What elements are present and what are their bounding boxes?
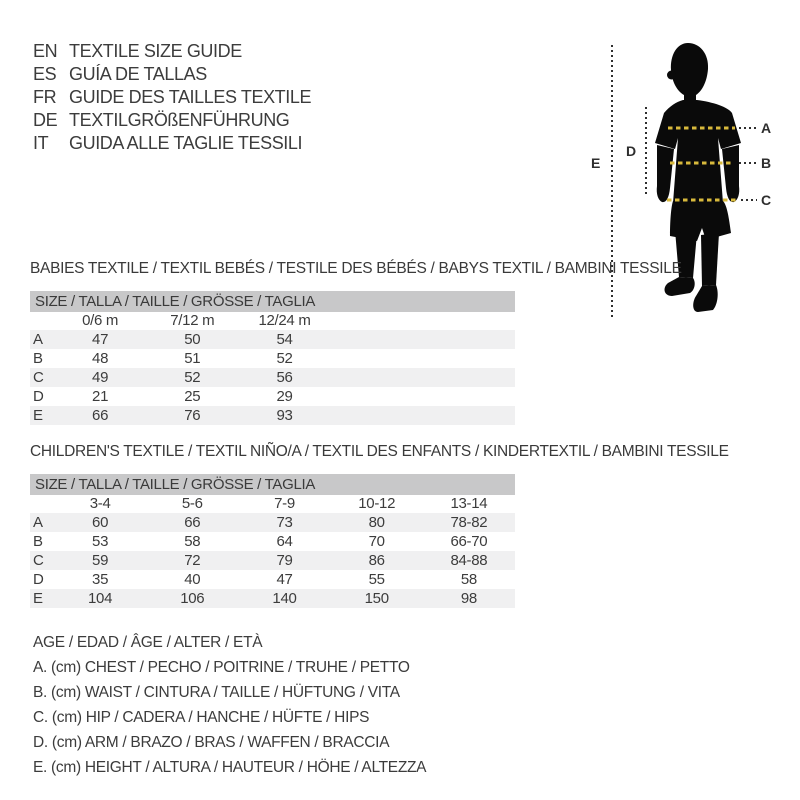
size-header-bar: SIZE / TALLA / TAILLE / GRÖSSE / TAGLIA [30,291,515,312]
table-cell: 52 [276,350,293,367]
table-row [30,589,515,608]
table-cell: 47 [92,331,109,348]
figure-label-d: D [626,143,637,159]
table-cell: 21 [92,388,109,405]
column-header [331,312,423,330]
children-section-heading: CHILDREN'S TEXTILE / TEXTIL NIÑO/A / TEXTIL DES ENFANTS / KINDERTEXTIL / BAMBINI TESSILE [30,443,729,460]
guide-title: TEXTILGRÖßENFÜHRUNG [69,110,290,130]
table-cell [423,330,515,349]
table-cell: 50 [184,331,201,348]
table-cell: 76 [184,407,201,424]
row-label: E [33,590,43,607]
table-cell: 52 [184,369,201,386]
table-cell: 98 [460,590,477,607]
children-size-table [30,474,515,608]
table-cell [423,406,515,425]
language-row [33,109,311,132]
language-row [33,86,311,109]
table-cell: 53 [92,533,109,550]
column-header [423,312,515,330]
guide-title: GUIDE DES TAILLES TEXTILE [69,87,312,107]
legend-item-chest: A. (cm) CHEST / PECHO / POITRINE / TRUHE / PETTO [33,659,410,676]
column-header: 0/6 m [82,312,119,329]
figure-label-b: B [761,155,772,171]
size-header-bar: SIZE / TALLA / TAILLE / GRÖSSE / TAGLIA [30,474,515,495]
language-row [33,63,311,86]
table-cell: 73 [276,514,293,531]
table-cell: 48 [92,350,109,367]
column-header: 7/12 m [170,312,215,329]
column-header-row [30,495,515,513]
table-cell: 79 [276,552,293,569]
table-cell: 51 [184,350,201,367]
table-cell [331,349,423,368]
table-cell [331,406,423,425]
table-row [30,551,515,570]
language-title-list [33,40,311,155]
column-header: 10-12 [358,495,396,512]
column-header: 5-6 [181,495,203,512]
figure-label-e: E [591,155,601,171]
legend-age-line: AGE / EDAD / ÂGE / ALTER / ETÀ [33,634,263,651]
legend-item-arm: D. (cm) ARM / BRAZO / BRAS / WAFFEN / BRACCIA [33,734,390,751]
legend-item-waist: B. (cm) WAIST / CINTURA / TAILLE / HÜFTUNG / VITA [33,684,400,701]
table-cell: 60 [92,514,109,531]
language-code: EN [33,41,58,61]
table-row [30,349,515,368]
row-label: D [33,388,44,405]
babies-size-table [30,291,515,425]
table-row [30,406,515,425]
table-cell [423,387,515,406]
corner-cell [30,312,54,330]
legend-item-hip: C. (cm) HIP / CADERA / HANCHE / HÜFTE / HIPS [33,709,370,726]
table-cell: 40 [184,571,201,588]
row-label: A [33,331,43,348]
row-label: C [33,552,44,569]
table-cell: 66 [184,514,201,531]
child-figure-graphic [555,25,800,325]
row-label: D [33,571,44,588]
table-cell: 66-70 [450,533,488,550]
table-cell: 29 [276,388,293,405]
column-header: 12/24 m [258,312,311,329]
table-cell [331,387,423,406]
table-cell: 58 [184,533,201,550]
column-header-row [30,312,515,330]
language-row [33,132,311,155]
table-row [30,570,515,589]
table-row [30,513,515,532]
guide-title: GUÍA DE TALLAS [69,64,207,84]
row-label: C [33,369,44,386]
language-code: ES [33,64,57,84]
table-row [30,368,515,387]
table-cell: 25 [184,388,201,405]
measurement-legend [33,630,426,780]
measurement-figure [555,25,800,325]
language-row [33,40,311,63]
table-cell: 84-88 [450,552,488,569]
language-code: FR [33,87,57,107]
table-cell: 86 [368,552,385,569]
legend-item-height: E. (cm) HEIGHT / ALTURA / HAUTEUR / HÖHE / ALTEZZA [33,759,427,776]
table-cell: 78-82 [450,514,488,531]
table-row [30,387,515,406]
language-code: IT [33,133,49,153]
table-cell [331,368,423,387]
table-cell: 35 [92,571,109,588]
guide-title: TEXTILE SIZE GUIDE [69,41,242,61]
table-cell: 55 [368,571,385,588]
table-cell [331,330,423,349]
row-label: B [33,350,43,367]
table-cell: 56 [276,369,293,386]
table-row [30,330,515,349]
table-cell: 106 [180,590,205,607]
row-label: A [33,514,43,531]
table-cell: 70 [368,533,385,550]
figure-label-a: A [761,120,772,136]
table-cell: 72 [184,552,201,569]
table-cell: 64 [276,533,293,550]
table-cell: 54 [276,331,293,348]
language-code: DE [33,110,58,130]
table-cell: 58 [460,571,477,588]
guide-title: GUIDA ALLE TAGLIE TESSILI [69,133,303,153]
table-cell: 59 [92,552,109,569]
table-cell [423,368,515,387]
column-header: 13-14 [450,495,488,512]
table-cell [423,349,515,368]
table-cell: 47 [276,571,293,588]
row-label: B [33,533,43,550]
table-cell: 140 [272,590,297,607]
figure-label-c: C [761,192,772,208]
table-cell: 104 [88,590,113,607]
corner-cell [30,495,54,513]
table-cell: 80 [368,514,385,531]
table-cell: 66 [92,407,109,424]
table-cell: 49 [92,369,109,386]
column-header: 3-4 [89,495,111,512]
babies-section-heading: BABIES TEXTILE / TEXTIL BEBÉS / TESTILE DES BÉBÉS / BABYS TEXTIL / BAMBINI TESSILE [30,260,682,277]
table-cell: 150 [364,590,389,607]
column-header: 7-9 [274,495,295,512]
row-label: E [33,407,43,424]
table-cell: 93 [276,407,293,424]
table-row [30,532,515,551]
